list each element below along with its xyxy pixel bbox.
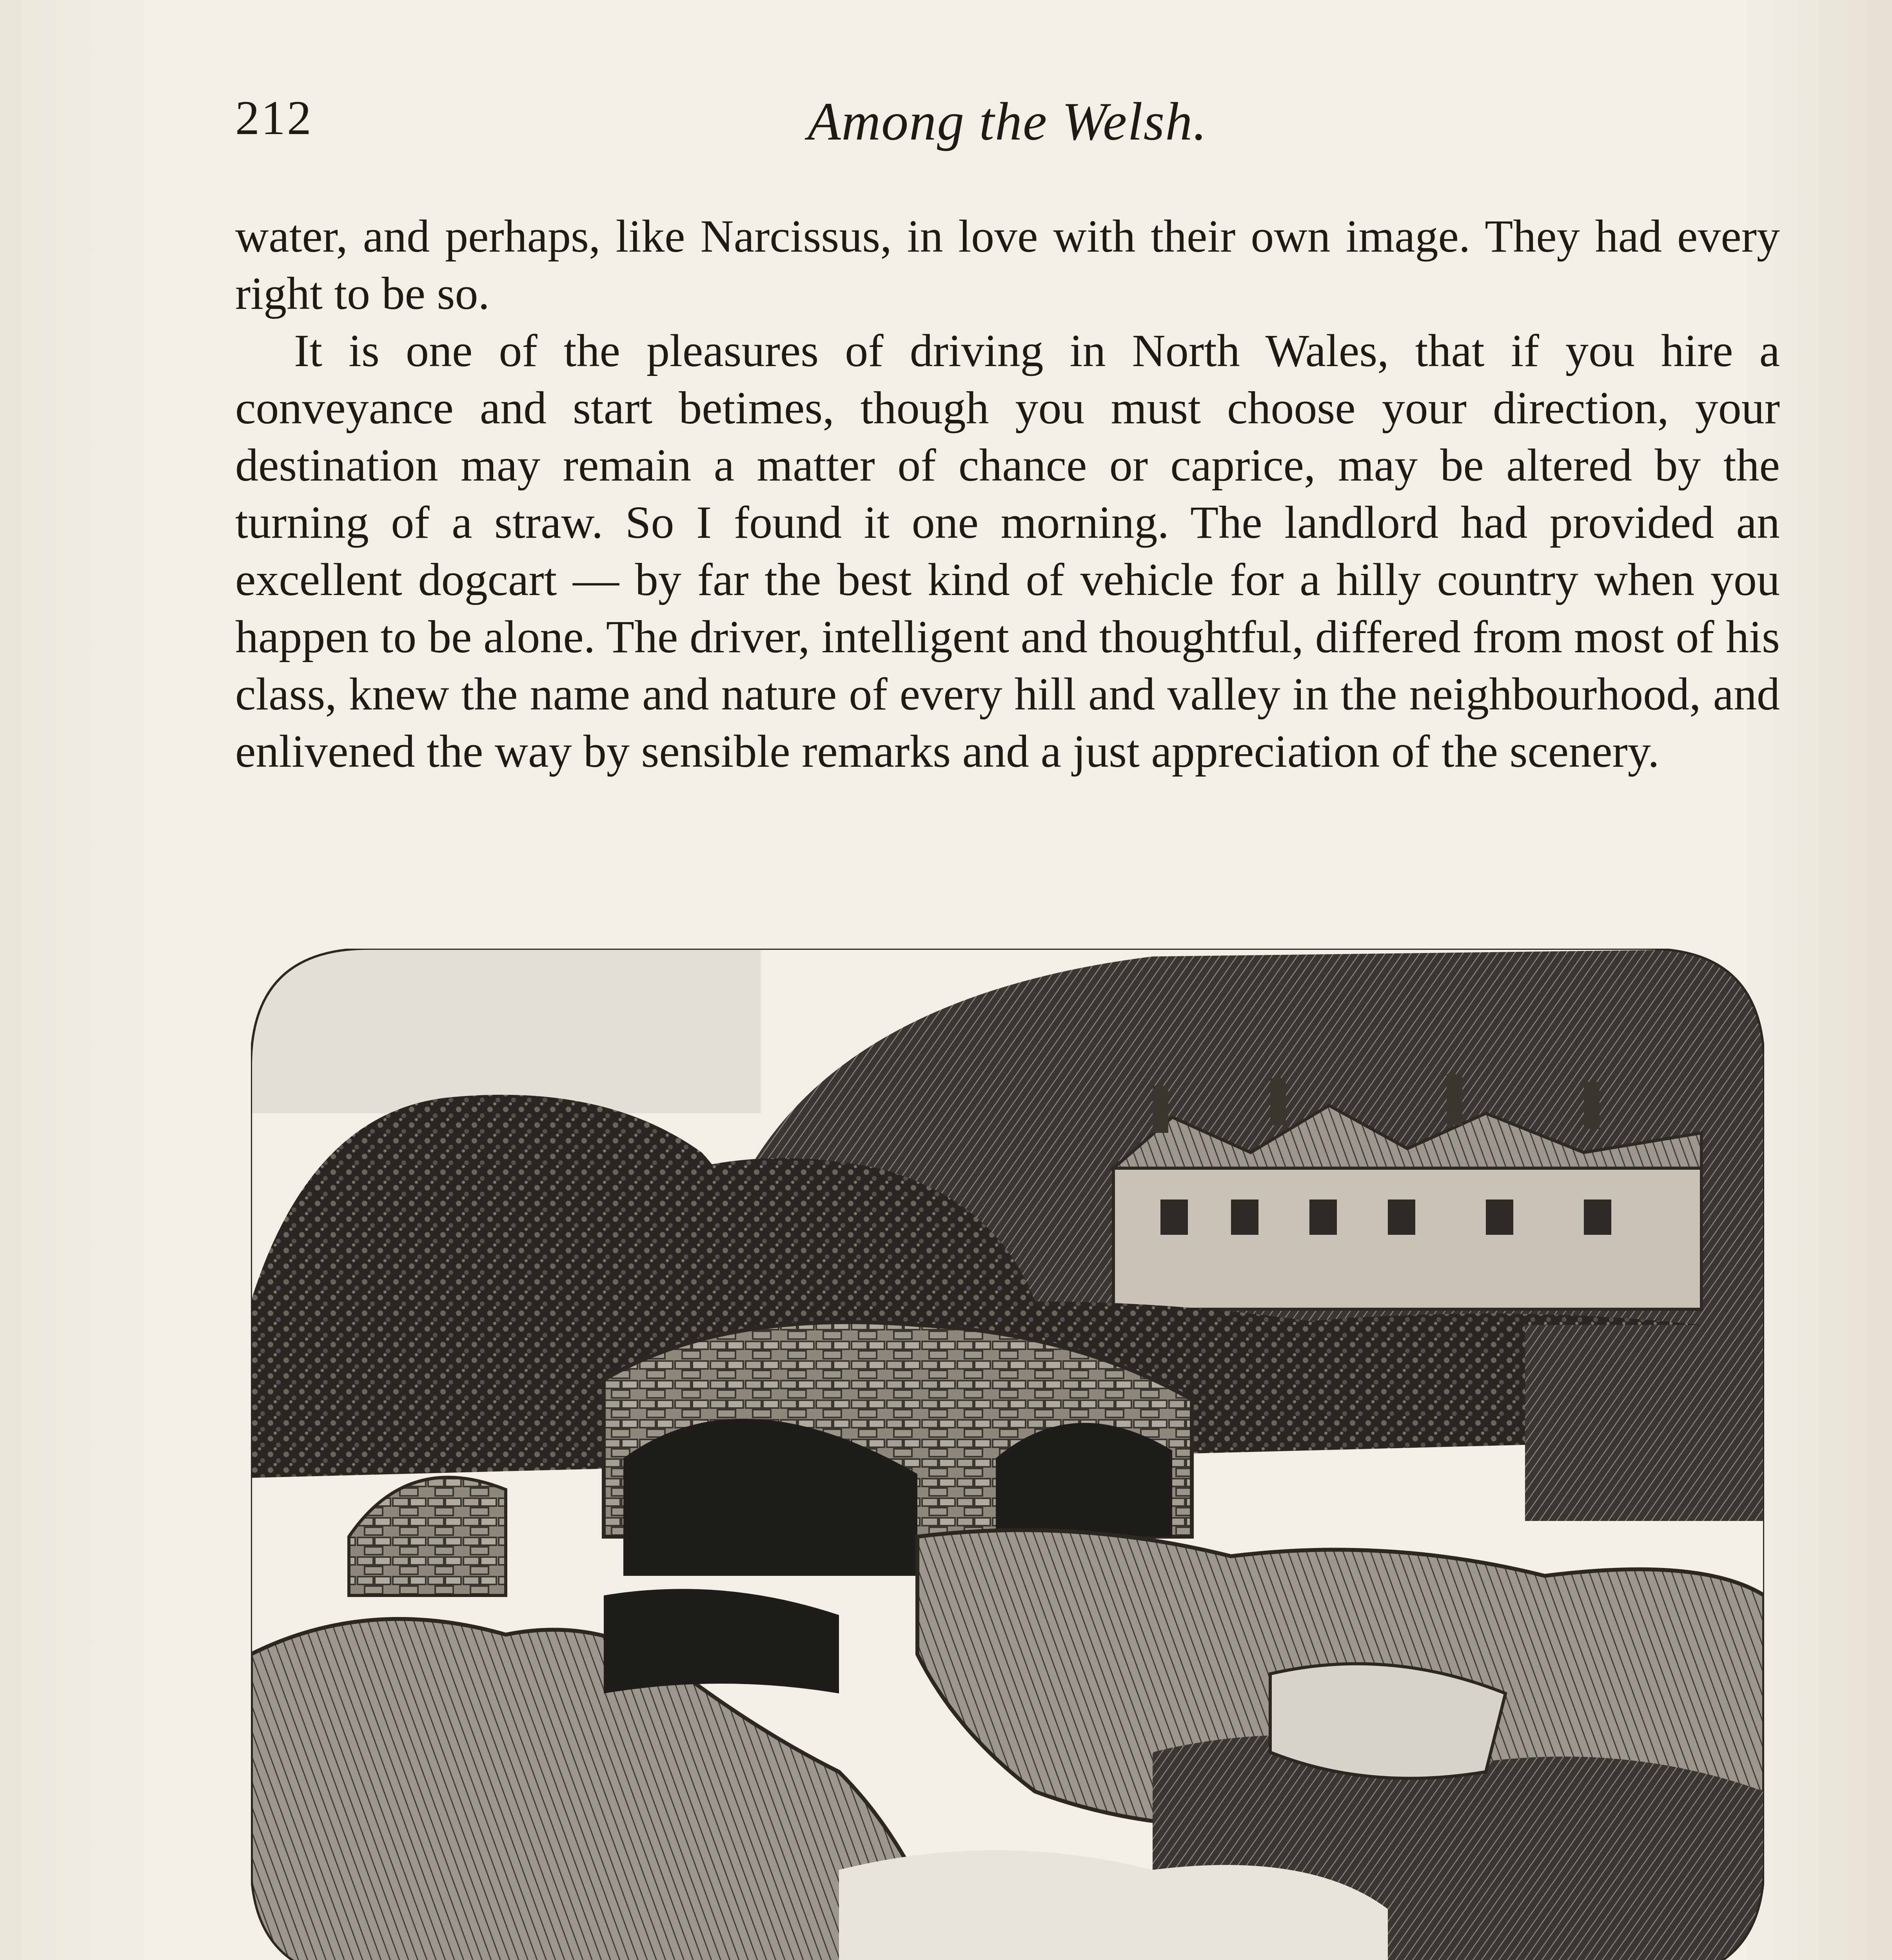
text-block-top — [235, 208, 1780, 780]
paragraph: It is one of the pleasures of driving in North Wales, that if you hire a conveyance and start betimes, though you must choose your direction, your destination may remain a matter of chance or caprice, may be altered by the turning of a straw. So I found it one morning. The landlord had provided an excellent dogcart — by far the best kind of vehicle for a hilly country when you happen to be alone. The driver, intelligent and thoughtful, differed from most of his class, knew the name and nature of every hill and valley in the neighbourhood, and enlivened the way by sensible remarks and a just appreciation of the scenery. — [235, 325, 1780, 777]
engraving-illustration — [251, 949, 1764, 1960]
running-title: Among the Welsh. — [808, 91, 1207, 151]
page-header — [235, 90, 1780, 169]
paragraph: water, and perhaps, like Narcissus, in love with their own image. They had every right to be so. — [235, 211, 1780, 319]
page-number: 212 — [235, 91, 313, 145]
